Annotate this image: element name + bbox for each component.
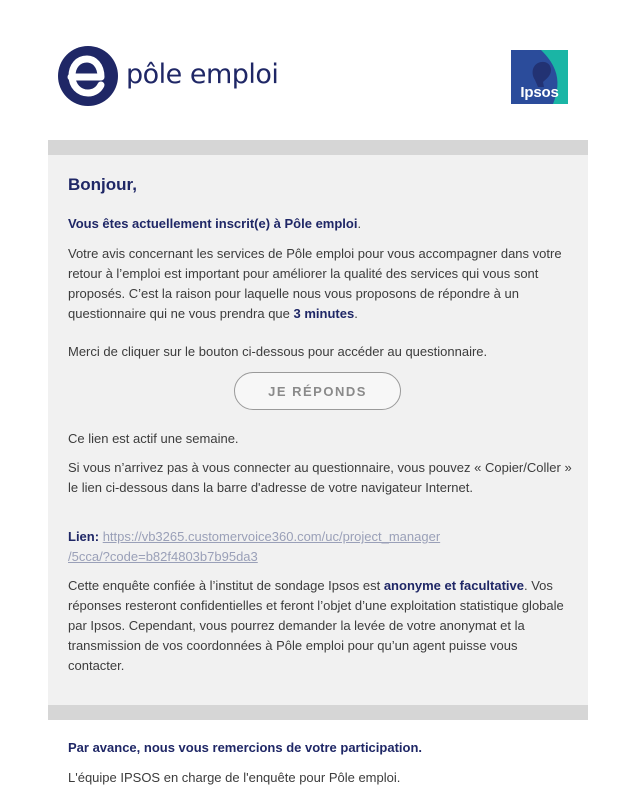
copy-paste-instruction: Si vous n’arrivez pas à vous connecter au questionnaire, vous pouvez « Copier/Coller » le lien ci-dessous dans la barre d'adresse de votre navigateur Internet.	[68, 460, 572, 495]
signature: L'équipe IPSOS en charge de l'enquête pour Pôle emploi.	[68, 770, 401, 785]
survey-link-continuation[interactable]: /5cca/?code=b82f4803b7b95da3	[68, 549, 258, 564]
registration-intro: Vous êtes actuellement inscrit(e) à Pôle emploi.	[68, 216, 362, 231]
greeting: Bonjour,	[68, 175, 137, 194]
bottom-divider-band	[48, 705, 588, 720]
anonymous-highlight: anonyme et facultative	[383, 578, 524, 593]
email-body-card	[48, 155, 588, 705]
email-header	[0, 0, 635, 140]
survey-link[interactable]: https://vb3265.customervoice360.com/uc/project_manager	[102, 529, 441, 544]
duration-highlight: 3 minutes	[293, 306, 355, 321]
top-divider-band	[48, 140, 588, 155]
link-validity: Ce lien est actif une semaine.	[68, 431, 239, 446]
privacy-notice: Cette enquête confiée à l’institut de sondage Ipsos est anonyme et facultative. Vos réponses resteront confidentielles et feront l’objet d’une exploitation statistique globale par Ipsos. Cependant, vous pourrez demander la levée de votre anonymat et la transmission de vos coordonnées à Pôle emploi pour qu’un agent puisse vous contacter.	[68, 578, 564, 673]
thanks-message: Par avance, nous vous remercions de votre participation.	[68, 740, 423, 755]
brand-wordmark: pôle emploi	[126, 58, 279, 90]
link-label: Lien:	[68, 529, 100, 544]
ipsos-logo-label: Ipsos	[520, 84, 559, 101]
pole-emploi-e-icon	[58, 46, 118, 106]
ipsos-logo	[511, 50, 568, 104]
survey-explanation: Votre avis concernant les services de Pôle emploi pour vous accompagner dans votre retour à l’emploi est important pour améliorer la qualité des services qui vous sont proposés. C’est la raison pour laquelle nous vous proposons de répondre à un questionnaire qui ne vous prendra que 3 minutes.	[68, 246, 562, 321]
survey-link-block	[68, 527, 573, 567]
click-instruction: Merci de cliquer sur le bouton ci-dessous pour accéder au questionnaire.	[68, 344, 488, 359]
pole-emploi-logo	[58, 46, 278, 106]
respond-button[interactable]: JE RÉPONDS	[234, 372, 401, 410]
